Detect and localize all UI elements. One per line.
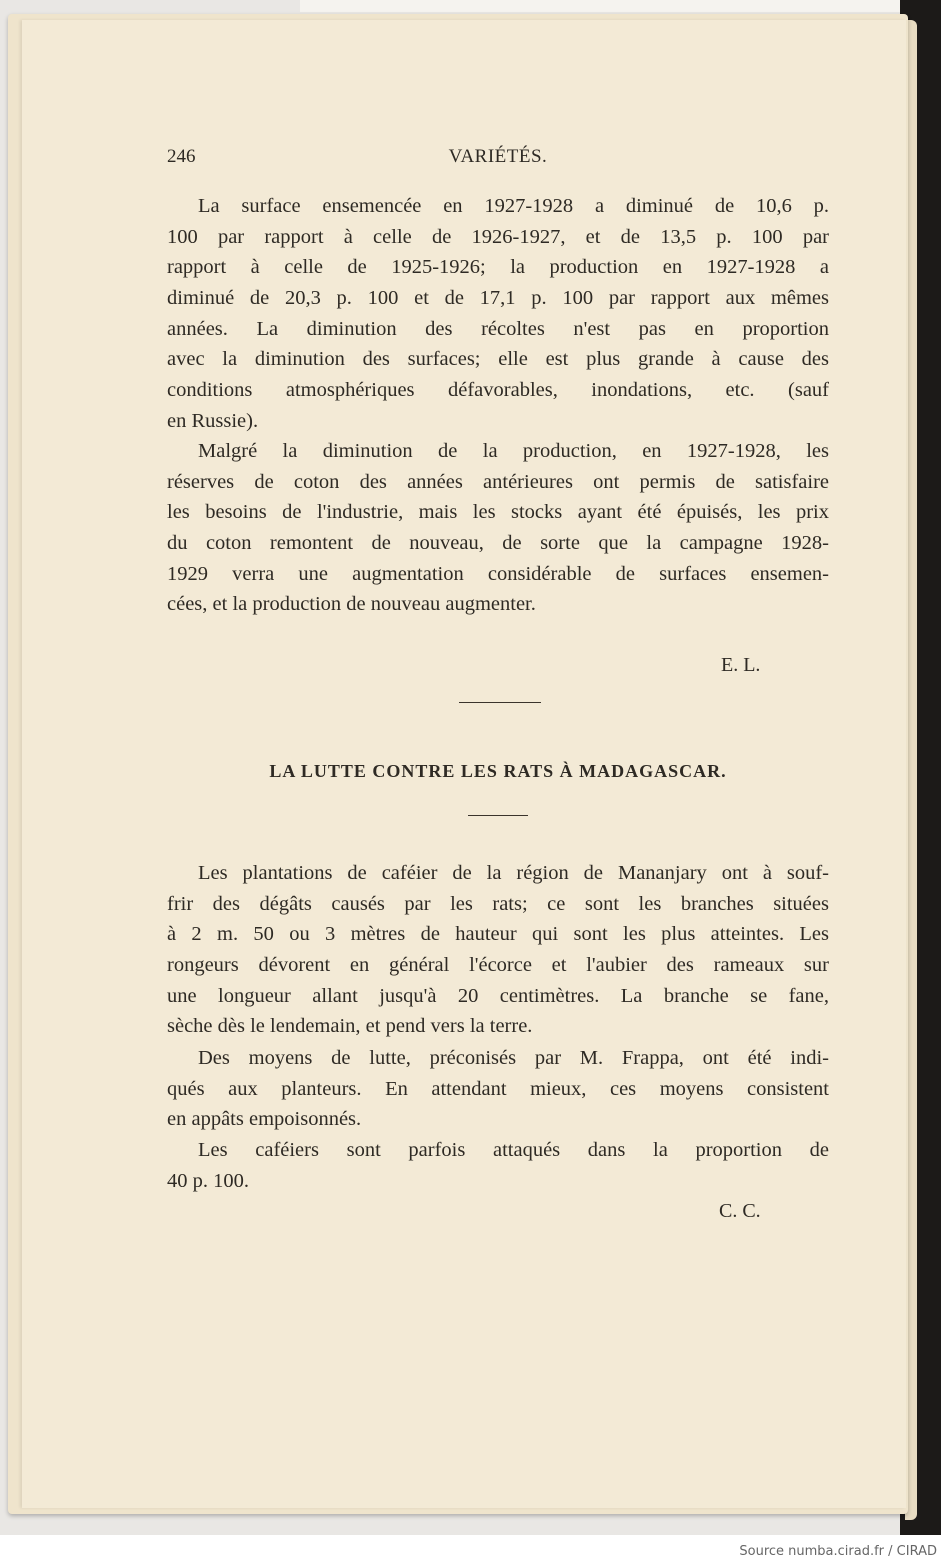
text-line: 1929 verra une augmentation considérable de surfaces ensemen- (167, 562, 829, 585)
text-line: La surface ensemencée en 1927-1928 a diminué de 10,6 p. (198, 195, 829, 217)
paragraph (167, 191, 829, 437)
text-line: 100 par rapport à celle de 1926-1927, et de 13,5 p. 100 par (167, 225, 829, 248)
source-credit: Source numba.cirad.fr / CIRAD (739, 1544, 937, 1559)
text-line: cées, et la production de nouveau augmenter. (167, 593, 536, 616)
text-line: à 2 m. 50 ou 3 mètres de hauteur qui sont les plus atteintes. Les (167, 923, 829, 946)
text-line: Les caféiers sont parfois attaqués dans la proportion de (198, 1139, 829, 1161)
paragraph (167, 858, 829, 1042)
text-line: en appâts empoisonnés. (167, 1108, 362, 1131)
text-line: avec la diminution des surfaces; elle est plus grande à cause des (167, 348, 829, 371)
signature: C. C. (719, 1200, 761, 1222)
text-line: les besoins de l'industrie, mais les stocks ayant été épuisés, les prix (167, 501, 829, 524)
paragraph (167, 1043, 829, 1135)
top-edge (300, 0, 940, 12)
article-title: LA LUTTE CONTRE LES RATS À MADAGASCAR. (269, 761, 727, 781)
text-line: années. La diminution des récoltes n'est pas en proportion (167, 317, 829, 340)
text-line: en Russie). (167, 409, 259, 432)
paragraph (167, 436, 829, 620)
signature: E. L. (721, 654, 761, 676)
paragraph (167, 1135, 829, 1196)
text-line: Des moyens de lutte, préconisés par M. Frappa, ont été indi- (198, 1047, 829, 1069)
text-line: Malgré la diminution de la production, en 1927-1928, les (198, 440, 829, 462)
text-line: rapport à celle de 1925-1926; la production en 1927-1928 a (167, 256, 829, 279)
text-line: rongeurs dévorent en général l'écorce et l'aubier des rameaux sur (167, 954, 829, 977)
text-line: du coton remontent de nouveau, de sorte que la campagne 1928- (167, 532, 829, 555)
divider (468, 815, 528, 816)
text-line: diminué de 20,3 p. 100 et de 17,1 p. 100 par rapport aux mêmes (167, 287, 829, 310)
text-line: réserves de coton des années antérieures ont permis de satisfaire (167, 470, 829, 493)
text-line: une longueur allant jusqu'à 20 centimètres. La branche se fane, (167, 984, 829, 1007)
text-line: qués aux planteurs. En attendant mieux, ces moyens consistent (167, 1077, 829, 1100)
divider (459, 702, 541, 703)
text-line: conditions atmosphériques défavorables, inondations, etc. (sauf (167, 379, 829, 402)
text-line: Les plantations de caféier de la région de Mananjary ont à souf- (198, 862, 829, 884)
page-number: 246 (167, 146, 196, 167)
page-header (167, 146, 829, 170)
running-title: VARIÉTÉS. (448, 146, 548, 167)
text-line: frir des dégâts causés par les rats; ce sont les branches situées (167, 892, 829, 915)
text-line: 40 p. 100. (167, 1169, 249, 1192)
text-line: sèche dès le lendemain, et pend vers la terre. (167, 1015, 533, 1038)
